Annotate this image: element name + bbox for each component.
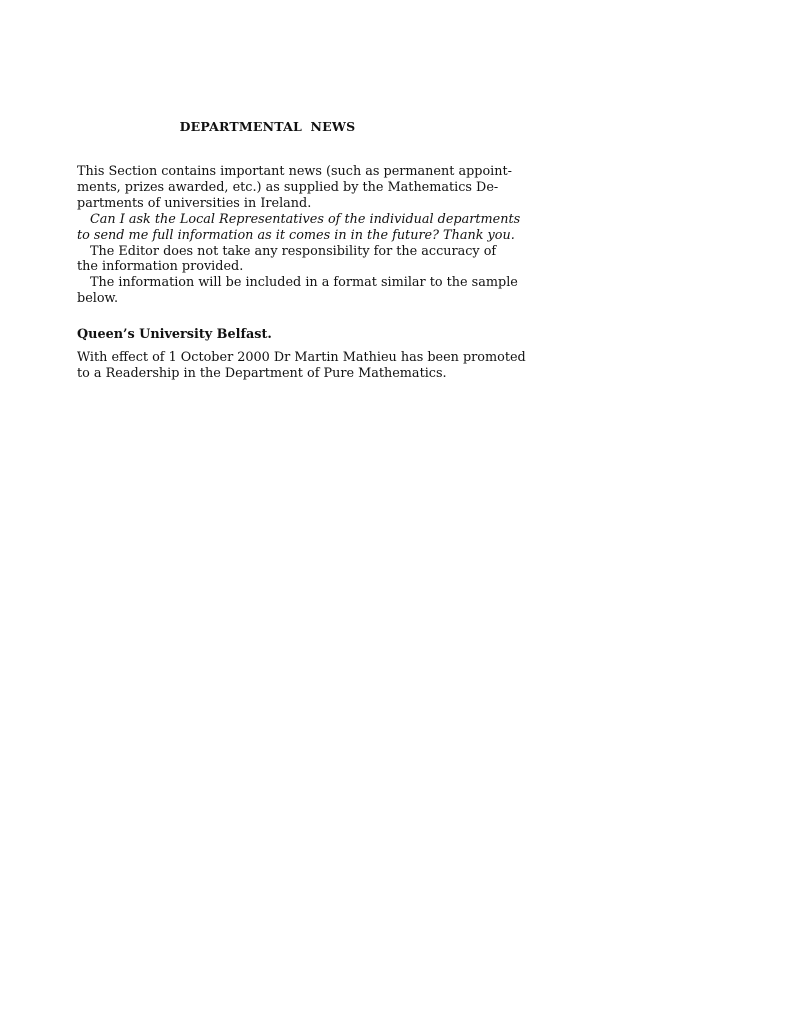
intro-paragraph-1 <box>77 164 512 212</box>
text-line: to a Readership in the Department of Pure Mathematics. <box>77 365 447 381</box>
intro-text <box>77 164 521 307</box>
section-heading: Queen’s University Belfast. <box>77 327 272 342</box>
intro-paragraph-2 <box>77 211 521 244</box>
page-title: DEPARTMENTAL NEWS <box>179 119 356 134</box>
news-section <box>77 326 526 382</box>
intro-paragraph-4 <box>77 275 518 307</box>
section-text <box>77 350 526 382</box>
text-line: to send me full information as it comes in in the future? Thank you. <box>77 227 515 243</box>
text-line: the information provided. <box>77 259 244 275</box>
intro-paragraph-3 <box>77 243 497 276</box>
text-line: The information will be included in a format similar to the sample <box>90 275 518 291</box>
text-line: Can I ask the Local Representatives of the individual departments <box>90 211 521 227</box>
text-line: partments of universities in Ireland. <box>77 195 312 211</box>
text-line: below. <box>77 291 119 307</box>
text-line: With effect of 1 October 2000 Dr Martin Mathieu has been promoted <box>77 350 526 365</box>
text-line: ments, prizes awarded, etc.) as supplied by the Mathematics De- <box>77 179 499 195</box>
text-line: This Section contains important news (such as permanent appoint- <box>77 164 512 179</box>
text-line: The Editor does not take any responsibility for the accuracy of <box>90 243 497 259</box>
